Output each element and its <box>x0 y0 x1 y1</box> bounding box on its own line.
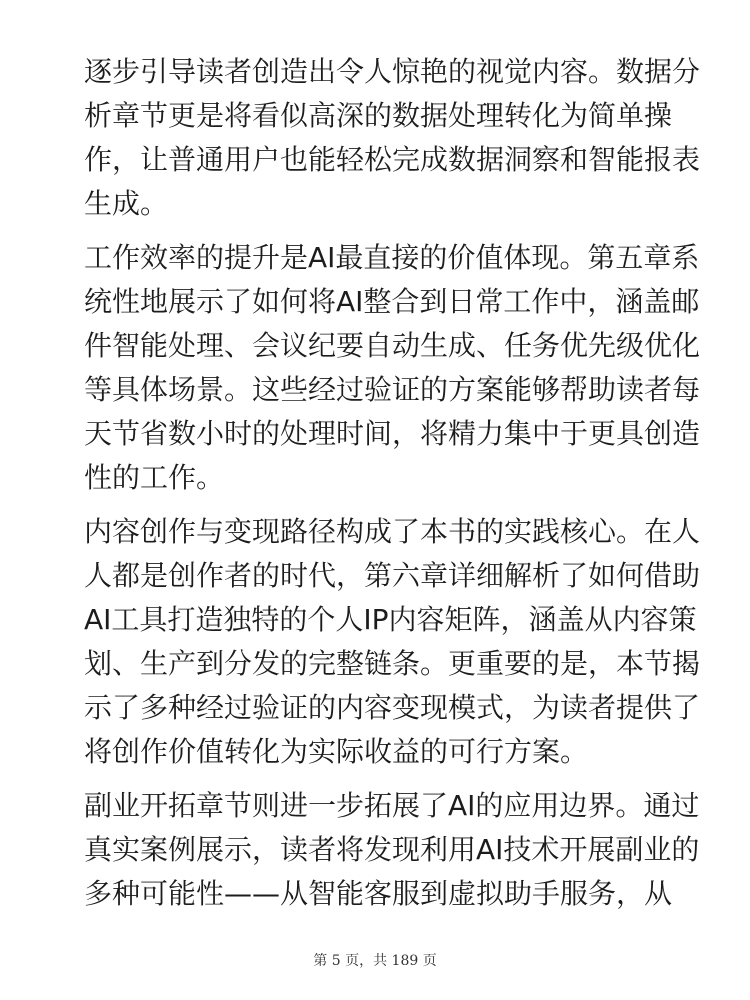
paragraph <box>84 50 701 226</box>
text-line: 析章节更是将看似高深的数据处理转化为简单操 <box>84 99 673 132</box>
text-line: 多种可能性——从智能客服到虚拟助手服务，从 <box>84 877 673 910</box>
paragraph <box>84 236 701 500</box>
text-line: 内容创作与变现路径构成了本书的实践核心。在人 <box>84 515 701 548</box>
text-line: 工作效率的提升是AI最直接的价值体现。第五章系 <box>84 241 700 274</box>
body-text <box>84 50 701 926</box>
text-line: 天节省数小时的处理时间，将精力集中于更具创造 <box>84 417 701 450</box>
text-line: 逐步引导读者创造出令人惊艳的视觉内容。数据分 <box>84 55 701 88</box>
text-line: 等具体场景。这些经过验证的方案能够帮助读者每 <box>84 373 701 406</box>
text-line: AI工具打造独特的个人IP内容矩阵，涵盖从内容策 <box>84 603 697 636</box>
text-line: 作，让普通用户也能轻松完成数据洞察和智能报表 <box>84 143 701 176</box>
text-line: 人都是创作者的时代，第六章详细解析了如何借助 <box>84 559 701 592</box>
text-line: 真实案例展示，读者将发现利用AI技术开展副业的 <box>84 833 700 866</box>
text-line: 划、生产到分发的完整链条。更重要的是，本节揭 <box>84 647 701 680</box>
text-line: 件智能处理、会议纪要自动生成、任务优先级优化 <box>84 329 701 362</box>
text-line: 副业开拓章节则进一步拓展了AI的应用边界。通过 <box>84 789 700 822</box>
text-line: 示了多种经过验证的内容变现模式，为读者提供了 <box>84 691 701 724</box>
text-line: 生成。 <box>84 187 169 220</box>
paragraph <box>84 784 700 916</box>
text-line: 统性地展示了如何将AI整合到日常工作中，涵盖邮 <box>84 285 700 318</box>
text-line: 将创作价值转化为实际收益的可行方案。 <box>84 735 589 768</box>
page-number-footer: 第 5 页，共 189 页 <box>313 953 437 969</box>
text-line: 性的工作。 <box>84 461 225 494</box>
paragraph <box>84 510 701 774</box>
